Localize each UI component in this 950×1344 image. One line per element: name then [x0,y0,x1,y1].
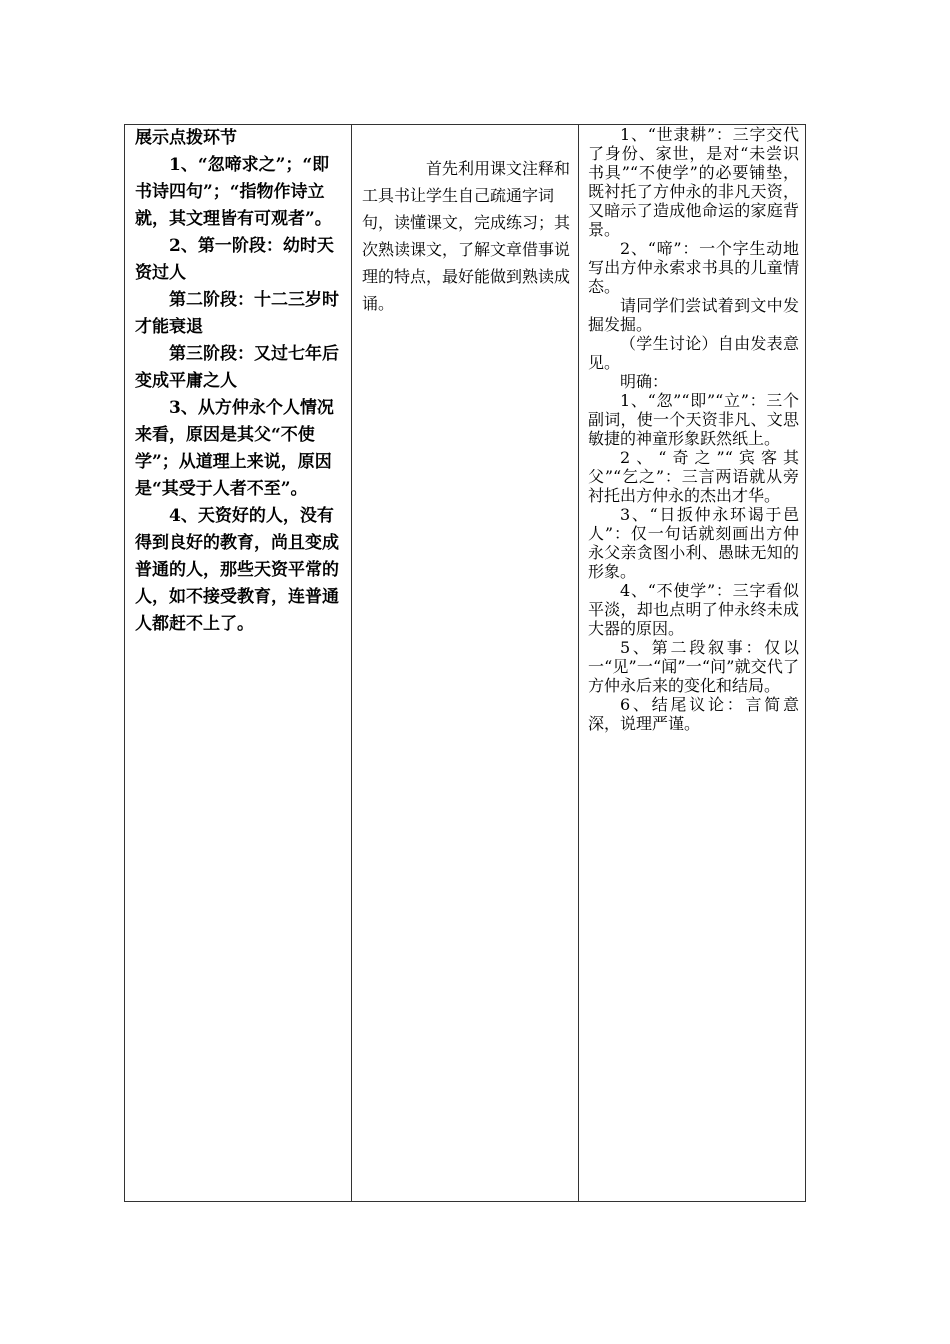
analysis-point-2: 2、“奇之”“宾客其父”“乞之”：三言两语就从旁衬托出方仲永的杰出才华。 [588,448,799,505]
analysis-point-5: 5、第二段叙事：仅以一“见”一“闻”一“问”就交代了方仲永后来的变化和结局。 [588,638,799,695]
analysis-cell [579,125,806,1202]
analysis-point-6: 6、结尾议论：言简意深，说理严谨。 [588,695,799,733]
analysis-prompt: 请同学们尝试着到文中发掘发掘。 [588,296,799,334]
answer-2-stage-3: 第三阶段：又过七年后变成平庸之人 [135,344,339,391]
answer-1: 1、“忽啼求之”；“即书诗四句”；“指物作诗立就，其文理皆有可观者”。 [135,155,332,229]
study-method-cell [352,125,579,1202]
analysis-clarify: 明确： [620,372,669,391]
answer-2-stage-2: 第二阶段：十二三岁时才能衰退 [135,290,339,337]
analysis-discussion: （学生讨论）自由发表意见。 [588,334,799,372]
section-heading: 展示点拨环节 [135,128,237,148]
analysis-item-2: 2、“啼”：一个字生动地写出方仲永索求书具的儿童情态。 [588,239,799,296]
analysis-item-1: 1、“世隶耕”：三字交代了身份、家世，是对“未尝识书具”“不使学”的必要铺垫，既衬托了方仲永的非凡天资，又暗示了造成他命运的家庭背景。 [588,125,799,239]
study-method-text: 首先利用课文注释和工具书让学生自己疏通字词句，读懂课文，完成练习；其次熟读课文，了解文章借事说理的特点，最好能做到熟读成诵。 [362,159,571,313]
answer-2-stage-1: 2、第一阶段：幼时天资过人 [135,236,334,283]
analysis-point-4: 4、“不使学”：三字看似平淡，却也点明了仲永终未成大器的原因。 [588,581,799,638]
display-guidance-cell [125,125,352,1202]
analysis-point-1: 1、“忽”“即”“立”：三个副词，使一个天资非凡、文思敏捷的神童形象跃然纸上。 [588,391,799,448]
answer-3: 3、从方仲永个人情况来看，原因是其父“不使学”；从道理上来说，原因是“其受于人者不至”。 [135,398,334,499]
table-row [125,125,806,1202]
analysis-point-3: 3、“日扳仲永环谒于邑人”：仅一句话就刻画出方仲永父亲贪图小利、愚昧无知的形象。 [588,505,799,581]
lesson-plan-table [124,124,806,1202]
answer-4: 4、天资好的人，没有得到良好的教育，尚且变成普通的人，那些天资平常的人，如不接受教育，连普通人都赶不上了。 [135,506,339,634]
